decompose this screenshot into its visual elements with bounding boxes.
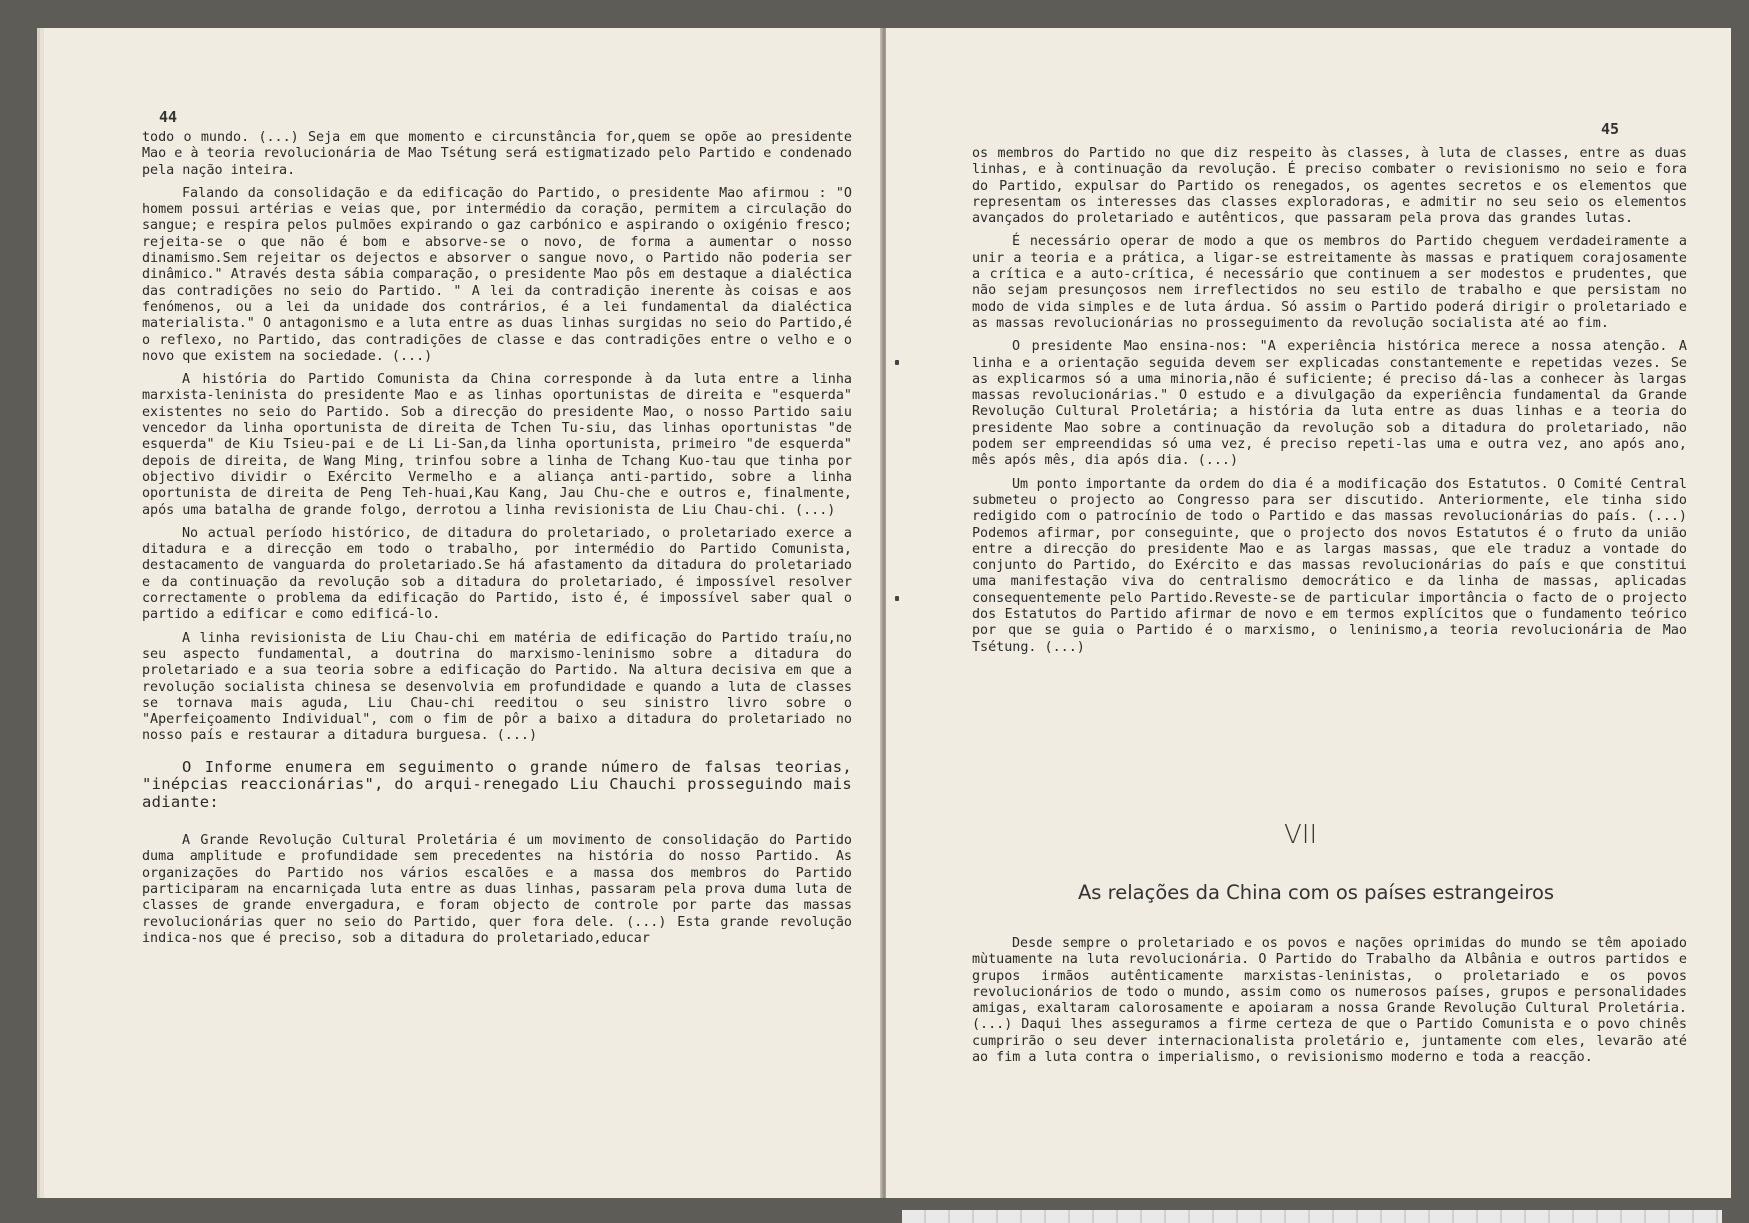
chapter-numeral: VII xyxy=(1284,820,1318,850)
binding-mark xyxy=(895,596,899,601)
scale-strip xyxy=(902,1210,1722,1223)
right-section-column xyxy=(972,936,1687,1073)
paragraph: todo o mundo. (...) Seja em que momento e circunstância for,quem se opõe ao presidente Mao e à teoria revolucionária de Mao Tsétung será estigmatizado pelo Partido e condenado pela nação inteira. xyxy=(142,130,852,178)
paragraph: A Grande Revolução Cultural Proletária é um movimento de consolidação do Partido duma amplitude e profundidade sem precedentes na história do nosso Partido. As organizações do Partido nos vários escalões e a massa dos membros do Partido participaram na encarniçada luta entre as duas linhas, passaram pela prova duma luta de classes de grande envergadura, e foram objecto de controle por parte das massas revolucionárias quer no seio do Partido, quer fora dele. (...) Esta grande revolução indica-nos que é preciso, sob a ditadura do proletariado,educar xyxy=(142,833,852,946)
paragraph: O presidente Mao ensina-nos: "A experiência histórica merece a nossa atenção. A linha e a orientação seguida devem ser explicadas constantemente e repetidas vezes. Se as explicarmos só a uma minoria,não é suficiente; é preciso dá-las a conhecer às largas massas revolucionárias." O estudo e a divulgação da experiência fundamental da Grande Revolução Cultural Proletária; a história da luta entre as duas linhas e a teoria do presidente Mao sobre a continuação da revolução sob a ditadura do proletariado, não podem ser empreendidas só uma vez, é preciso repeti-las uma e outra vez, ano após ano, mês após mês, dia após dia. (...) xyxy=(972,339,1687,469)
left-text-column xyxy=(142,130,852,954)
paragraph: Falando da consolidação e da edificação do Partido, o presidente Mao afirmou : "O homem possui artérias e veias que, por intermédio da coração, permitem a circulação do sangue; e respira pelos pulmões expirando o gaz carbónico e aspirando o oxigénio fresco; rejeita-se o que não é bom e absorve-se o novo, de forma a aumentar o nosso dinamismo.Sem rejeitar os dejectos e absorver o sangue novo, o Partido não poderia ser dinâmico." Através desta sábia comparação, o presidente Mao pôs em destaque a dialéctica das contradições no seio do Partido. " A lei da contradição inerente às coisas e aos fenómenos, ou a lei da unidade dos contrários, é a lei fundamental da dialéctica materialista." O antagonismo e a luta entre as duas linhas surgidas no seio do Partido,é o reflexo, no Partido, das contradições de classe e das contradições entre o velho e o novo que existem na sociedade. (...) xyxy=(142,185,852,364)
page-number-right: 45 xyxy=(1601,120,1620,138)
section-title: As relações da China com os países estrangeiros xyxy=(1077,881,1555,904)
page-number-left: 44 xyxy=(159,108,178,126)
paragraph: A linha revisionista de Liu Chau-chi em matéria de edificação do Partido traíu,no seu aspecto fundamental, a doutrina do marxismo-leninismo sobre a ditadura do proletariado e a sua teoria sobre a edificação do Partido. Na altura decisiva em que a revolução socialista chinesa se desenvolvia em profundidade e quando a luta de classes se tornava mais aguda, Liu Chau-chi reeditou o seu sinistro livro sobre o "Aperfeiçoamento Individual", com o fim de pôr a baixo a ditadura do proletariado no nosso país e restaurar a ditadura burguesa. (...) xyxy=(142,630,852,744)
paragraph: A história do Partido Comunista da China corresponde à da luta entre a linha marxista-leninista do presidente Mao e as linhas oportunistas de direita e "esquerda" existentes no seio do Partido. Sob a direcção do presidente Mao, o nosso Partido saiu vencedor da linha oportunista de direita de Tchen Tu-siu, das linhas oportunistas "de esquerda" de Kiu Tsieu-pai e de Li Li-San,da linha oportunista, primeiro "de esquerda" depois de direita, de Wang Ming, trinfou sobre a linha de Tchang Kuo-tau que tinha por objectivo dividir o Exército Vermelho e a aliança anti-partido, sobre a linha oportunista de direita de Peng Teh-huai,Kau Kang, Jau Chu-che e outros e, finalmente, após uma batalha de grande folgo, derrotou a linha revisionista de Liu Chau-chi. (...) xyxy=(142,372,852,518)
paragraph: É necessário operar de modo a que os membros do Partido cheguem verdadeiramente a unir a teoria e a prática, a ligar-se estreitamente às massas e pratiquem corajosamente a crítica e a auto-crítica, é necessário que continuem a ser modestos e prudentes, que não sejam presunçosos nem irreflectidos no seu estilo de trabalho e que persistam no modo de vida simples e de luta árdua. Só assim o Partido poderá dirigir o proletariado e as massas revolucionárias no prosseguimento da revolução socialista até ao fim. xyxy=(972,234,1687,331)
paragraph: os membros do Partido no que diz respeito às classes, à luta de classes, entre as duas linhas, e à continuação da revolução. É preciso combater o revisionismo no seio e fora do Partido, expulsar do Partido os renegados, os agentes secretos e os elementos que representam os interesses das classes exploradoras, e admitir no seu seio os elementos avançados do proletariado e autênticos, que passaram pela prova das grandes lutas. xyxy=(972,146,1687,227)
binding-mark xyxy=(895,360,899,365)
right-page xyxy=(886,28,1731,1198)
paragraph: Um ponto importante da ordem do dia é a modificação dos Estatutos. O Comité Central submeteu o projecto ao Congresso para ser discutido. Anteriormente, ele tinha sido redigido com o patrocínio de todo o Partido e das massas revolucionárias do país. (...) Podemos afirmar, por conseguinte, que o projecto dos novos Estatutos é o fruto da união entre a direcção do presidente Mao e as largas massas, que ele traduz a vontade do conjunto do Partido, do Exército e das massas revolucionárias do país e que constitui uma manifestação viva do centralismo democrático e da linha de massas, aplicadas consequentemente pelo Partido.Reveste-se de particular importância o facto de o projecto dos Estatutos do Partido afirmar de novo e em termos explícitos que o fundamento teórico por que se guia o Partido é o marxismo, o leninismo,a teoria revolucionária de Mao Tsétung. (...) xyxy=(972,476,1687,655)
paragraph-typewriter: O Informe enumera em seguimento o grande número de falsas teorias, "inépcias reaccionárias", do arqui-renegado Liu Chauchi prosseguindo mais adiante: xyxy=(142,757,852,811)
paragraph: Desde sempre o proletariado e os povos e nações oprimidas do mundo se têm apoiado mùtuamente na luta revolucionária. O Partido do Trabalho da Albânia e outros partidos e grupos irmãos autênticamente marxistas-leninistas, o proletariado e os povos revolucionários de todo o mundo, assim como os numerosos países, grupos e personalidades amigas, exaltaram calorosamente e apoiaram a nossa Grande Revolução Cultural Proletária. (...) Daqui lhes asseguramos a firme certeza de que o Partido Comunista e o povo chinês cumprirão o seu dever internacionalista proletário e, juntamente com eles, levarão até ao fim a luta contra o imperialismo, o revisionismo moderno e toda a reacção. xyxy=(972,936,1687,1066)
left-page xyxy=(44,28,883,1198)
paragraph: No actual período histórico, de ditadura do proletariado, o proletariado exerce a ditadura e a direcção em todo o trabalho, por intermédio do Partido Comunista, destacamento de vanguarda do proletariado.Se há afastamento da ditadura do proletariado e da continuação da revolução sob a ditadura do proletariado, é impossível resolver correctamente o problema da edificação do Partido, isto é, é impossível saber qual o partido a edificar e como edificá-lo. xyxy=(142,525,852,623)
right-text-column xyxy=(972,146,1687,663)
